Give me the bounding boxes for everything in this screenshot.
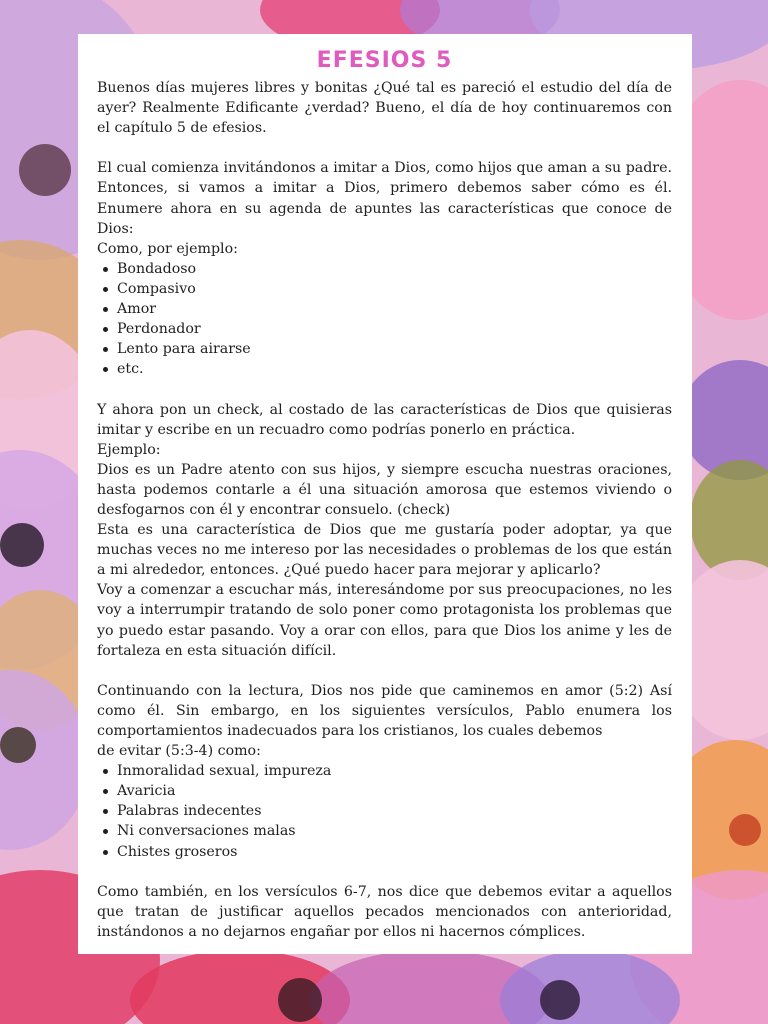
list-item: Avaricia	[117, 781, 672, 801]
example-label: Ejemplo:	[97, 441, 161, 458]
god-characteristics-list	[97, 259, 672, 380]
reading-paragraph-line-2: de evitar (5:3-4) como:	[97, 743, 261, 760]
list-item: Amor	[117, 299, 672, 319]
spacer	[97, 862, 672, 882]
list-item: Chistes groseros	[117, 842, 672, 862]
list-item: Palabras indecentes	[117, 801, 672, 821]
imitate-god-paragraph: El cual comienza invitándonos a imitar a Dios, como hijos que aman a su padre. Entonces, si vamos a imitar a Dios, primero debemos saber cómo es él. Enumere ahora en su agenda de apuntes las características que conoce de Dios:	[97, 160, 672, 237]
behaviors-to-avoid-list	[97, 761, 672, 861]
list-item: Perdonador	[117, 319, 672, 339]
intro-paragraph: Buenos días mujeres libres y bonitas ¿Qué tal es pareció el estudio del día de ayer? Realmente Edificante ¿verdad? Bueno, el día de hoy continuaremos con el capítulo 5 de efesios.	[97, 80, 672, 137]
example-intro: Como, por ejemplo:	[97, 240, 238, 257]
page-title: EFESIOS 5	[316, 48, 453, 73]
list-item: Inmoralidad sexual, impureza	[117, 761, 672, 781]
content-card	[78, 34, 692, 954]
example-paragraph-2: Esta es una característica de Dios que me gustaría poder adoptar, ya que muchas veces no me intereso por las necesidades o problemas de los que están a mi alrededor, entonces. ¿Qué puedo hacer para mejorar y aplicarlo?	[97, 522, 672, 579]
example-paragraph-3: Voy a comenzar a escuchar más, interesándome por sus preocupaciones, no les voy a interrumpir tratando de solo poner como protagonista los problemas que yo puedo estar pasando. Voy a orar con ellos, para que Dios los anime y les de fortaleza en esta situación difícil.	[97, 582, 672, 659]
list-item: Lento para airarse	[117, 339, 672, 359]
closing-paragraph: Como también, en los versículos 6-7, nos dice que debemos evitar a aquellos que tratan de justificar aquellos pecados mencionados con anterioridad, instándonos a no dejarnos engañar por ellos ni hacernos cómplices.	[97, 883, 672, 940]
reading-paragraph-line-1: Continuando con la lectura, Dios nos pide que caminemos en amor (5:2) Así como él. Sin embargo, en los siguientes versículos, Pablo enumera los comportamientos inadecuados para los cristianos, los cuales debemos	[97, 682, 672, 739]
list-item: Compasivo	[117, 279, 672, 299]
list-item: etc.	[117, 359, 672, 379]
list-item: Ni conversaciones malas	[117, 821, 672, 841]
example-paragraph-1: Dios es un Padre atento con sus hijos, y siempre escucha nuestras oraciones, hasta podemos contarle a él una situación amorosa que estemos viviendo o desfogarnos con él y encontrar consuelo. (check)	[97, 461, 672, 518]
check-paragraph: Y ahora pon un check, al costado de las características de Dios que quisieras imitar y escribe en un recuadro como podrías ponerlo en práctica.	[97, 401, 672, 438]
list-item: Bondadoso	[117, 259, 672, 279]
spacer	[97, 661, 672, 681]
spacer	[97, 138, 672, 158]
spacer	[97, 379, 672, 399]
